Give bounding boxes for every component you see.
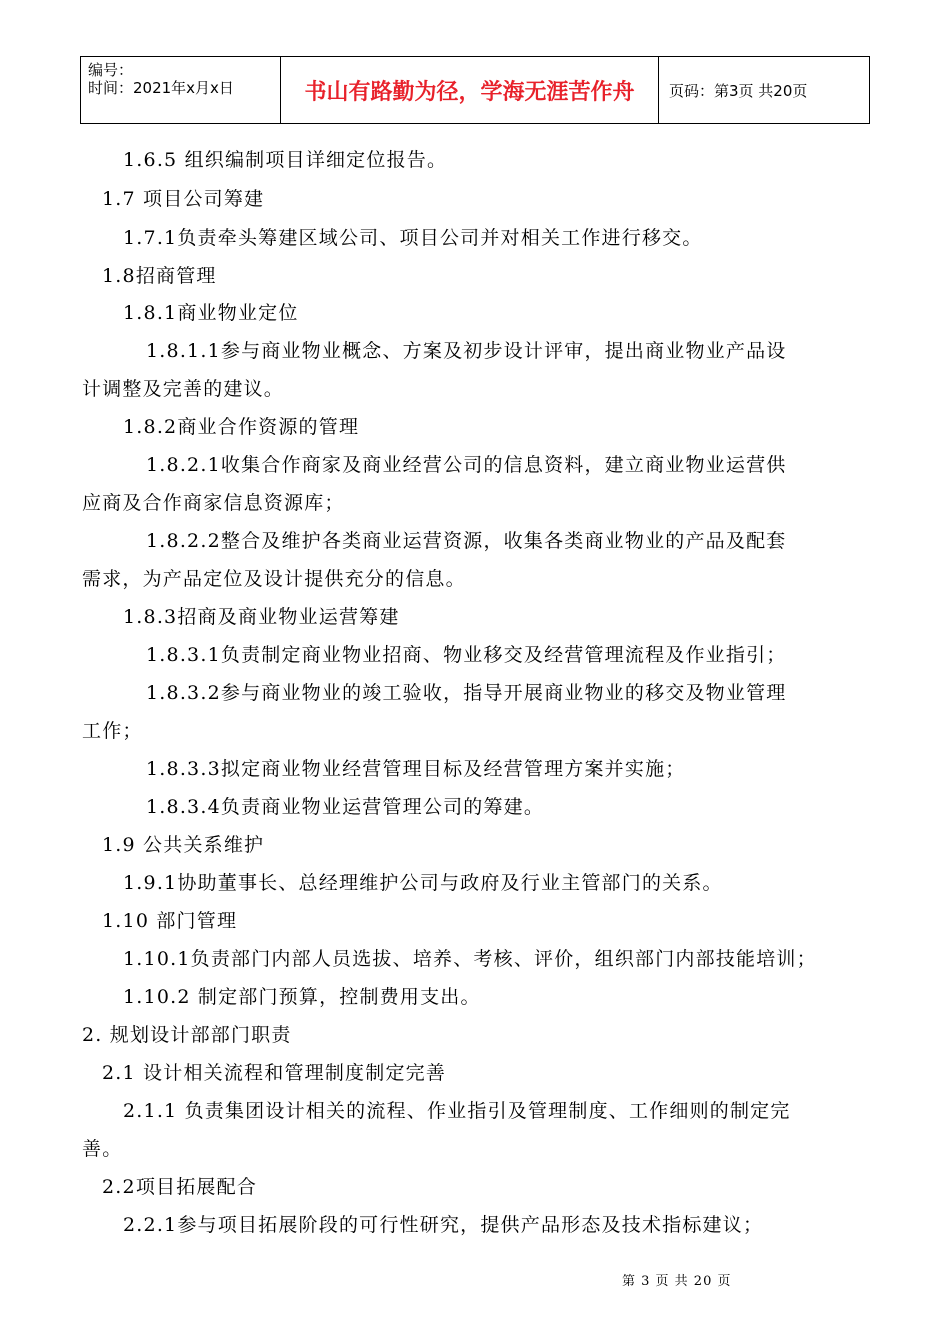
page-info: 页码：第3页 共20页 (669, 81, 808, 100)
text-line: 2.2.1参与项目拓展阶段的可行性研究，提供产品形态及技术指标建议； (123, 1214, 764, 1236)
text-line: 1.10.2 制定部门预算，控制费用支出。 (123, 986, 481, 1008)
text-line: 1.8.2.1收集合作商家及商业经营公司的信息资料，建立商业物业运营供 (146, 454, 787, 476)
section-heading: 1.9 公共关系维护 (102, 834, 265, 856)
number-label: 编号： (88, 61, 134, 79)
section-heading: 2.1 设计相关流程和管理制度制定完善 (102, 1062, 447, 1084)
text-line: 计调整及完善的建议。 (82, 378, 285, 400)
text-line: 1.6.5 组织编制项目详细定位报告。 (123, 149, 448, 171)
motto: 书山有路勤为径，学海无涯苦作舟 (281, 57, 659, 123)
text-line: 1.8.3.2参与商业物业的竣工验收，指导开展商业物业的移交及物业管理 (146, 682, 787, 704)
text-line: 1.8.3.4负责商业物业运营管理公司的筹建。 (146, 796, 545, 818)
section-heading: 1.8招商管理 (102, 265, 217, 287)
text-line: 1.10.1负责部门内部人员选拔、培养、考核、评价，组织部门内部技能培训； (123, 948, 817, 970)
text-line: 1.8.3.3拟定商业物业经营管理目标及经营管理方案并实施； (146, 758, 686, 780)
text-line: 1.8.2.2整合及维护各类商业运营资源，收集各类商业物业的产品及配套 (146, 530, 787, 552)
text-line: 1.7.1负责牵头筹建区域公司、项目公司并对相关工作进行移交。 (123, 227, 703, 249)
text-line: 善。 (82, 1138, 123, 1160)
subsection-heading: 1.8.3招商及商业物业运营筹建 (123, 606, 400, 628)
time-label: 时间：2021年x月x日 (88, 79, 234, 97)
section-heading: 1.10 部门管理 (102, 910, 238, 932)
text-line: 工作； (82, 720, 143, 742)
page-footer: 第 3 页 共 20 页 (622, 1274, 732, 1289)
header-table (80, 56, 870, 124)
text-line: 2.1.1 负责集团设计相关的流程、作业指引及管理制度、工作细则的制定完 (123, 1100, 791, 1122)
subsection-heading: 1.8.2商业合作资源的管理 (123, 416, 360, 438)
subsection-heading: 1.8.1商业物业定位 (123, 302, 299, 324)
text-line: 应商及合作商家信息资源库； (82, 492, 345, 514)
section-heading: 2.2项目拓展配合 (102, 1176, 258, 1198)
text-line: 需求，为产品定位及设计提供充分的信息。 (82, 568, 466, 590)
section-heading: 1.7 项目公司筹建 (102, 188, 265, 210)
header-left-cell (81, 57, 281, 123)
text-line: 1.9.1协助董事长、总经理维护公司与政府及行业主管部门的关系。 (123, 872, 723, 894)
chapter-heading: 2. 规划设计部部门职责 (82, 1024, 292, 1046)
text-line: 1.8.3.1负责制定商业物业招商、物业移交及经营管理流程及作业指引； (146, 644, 787, 666)
text-line: 1.8.1.1参与商业物业概念、方案及初步设计评审，提出商业物业产品设 (146, 340, 787, 362)
